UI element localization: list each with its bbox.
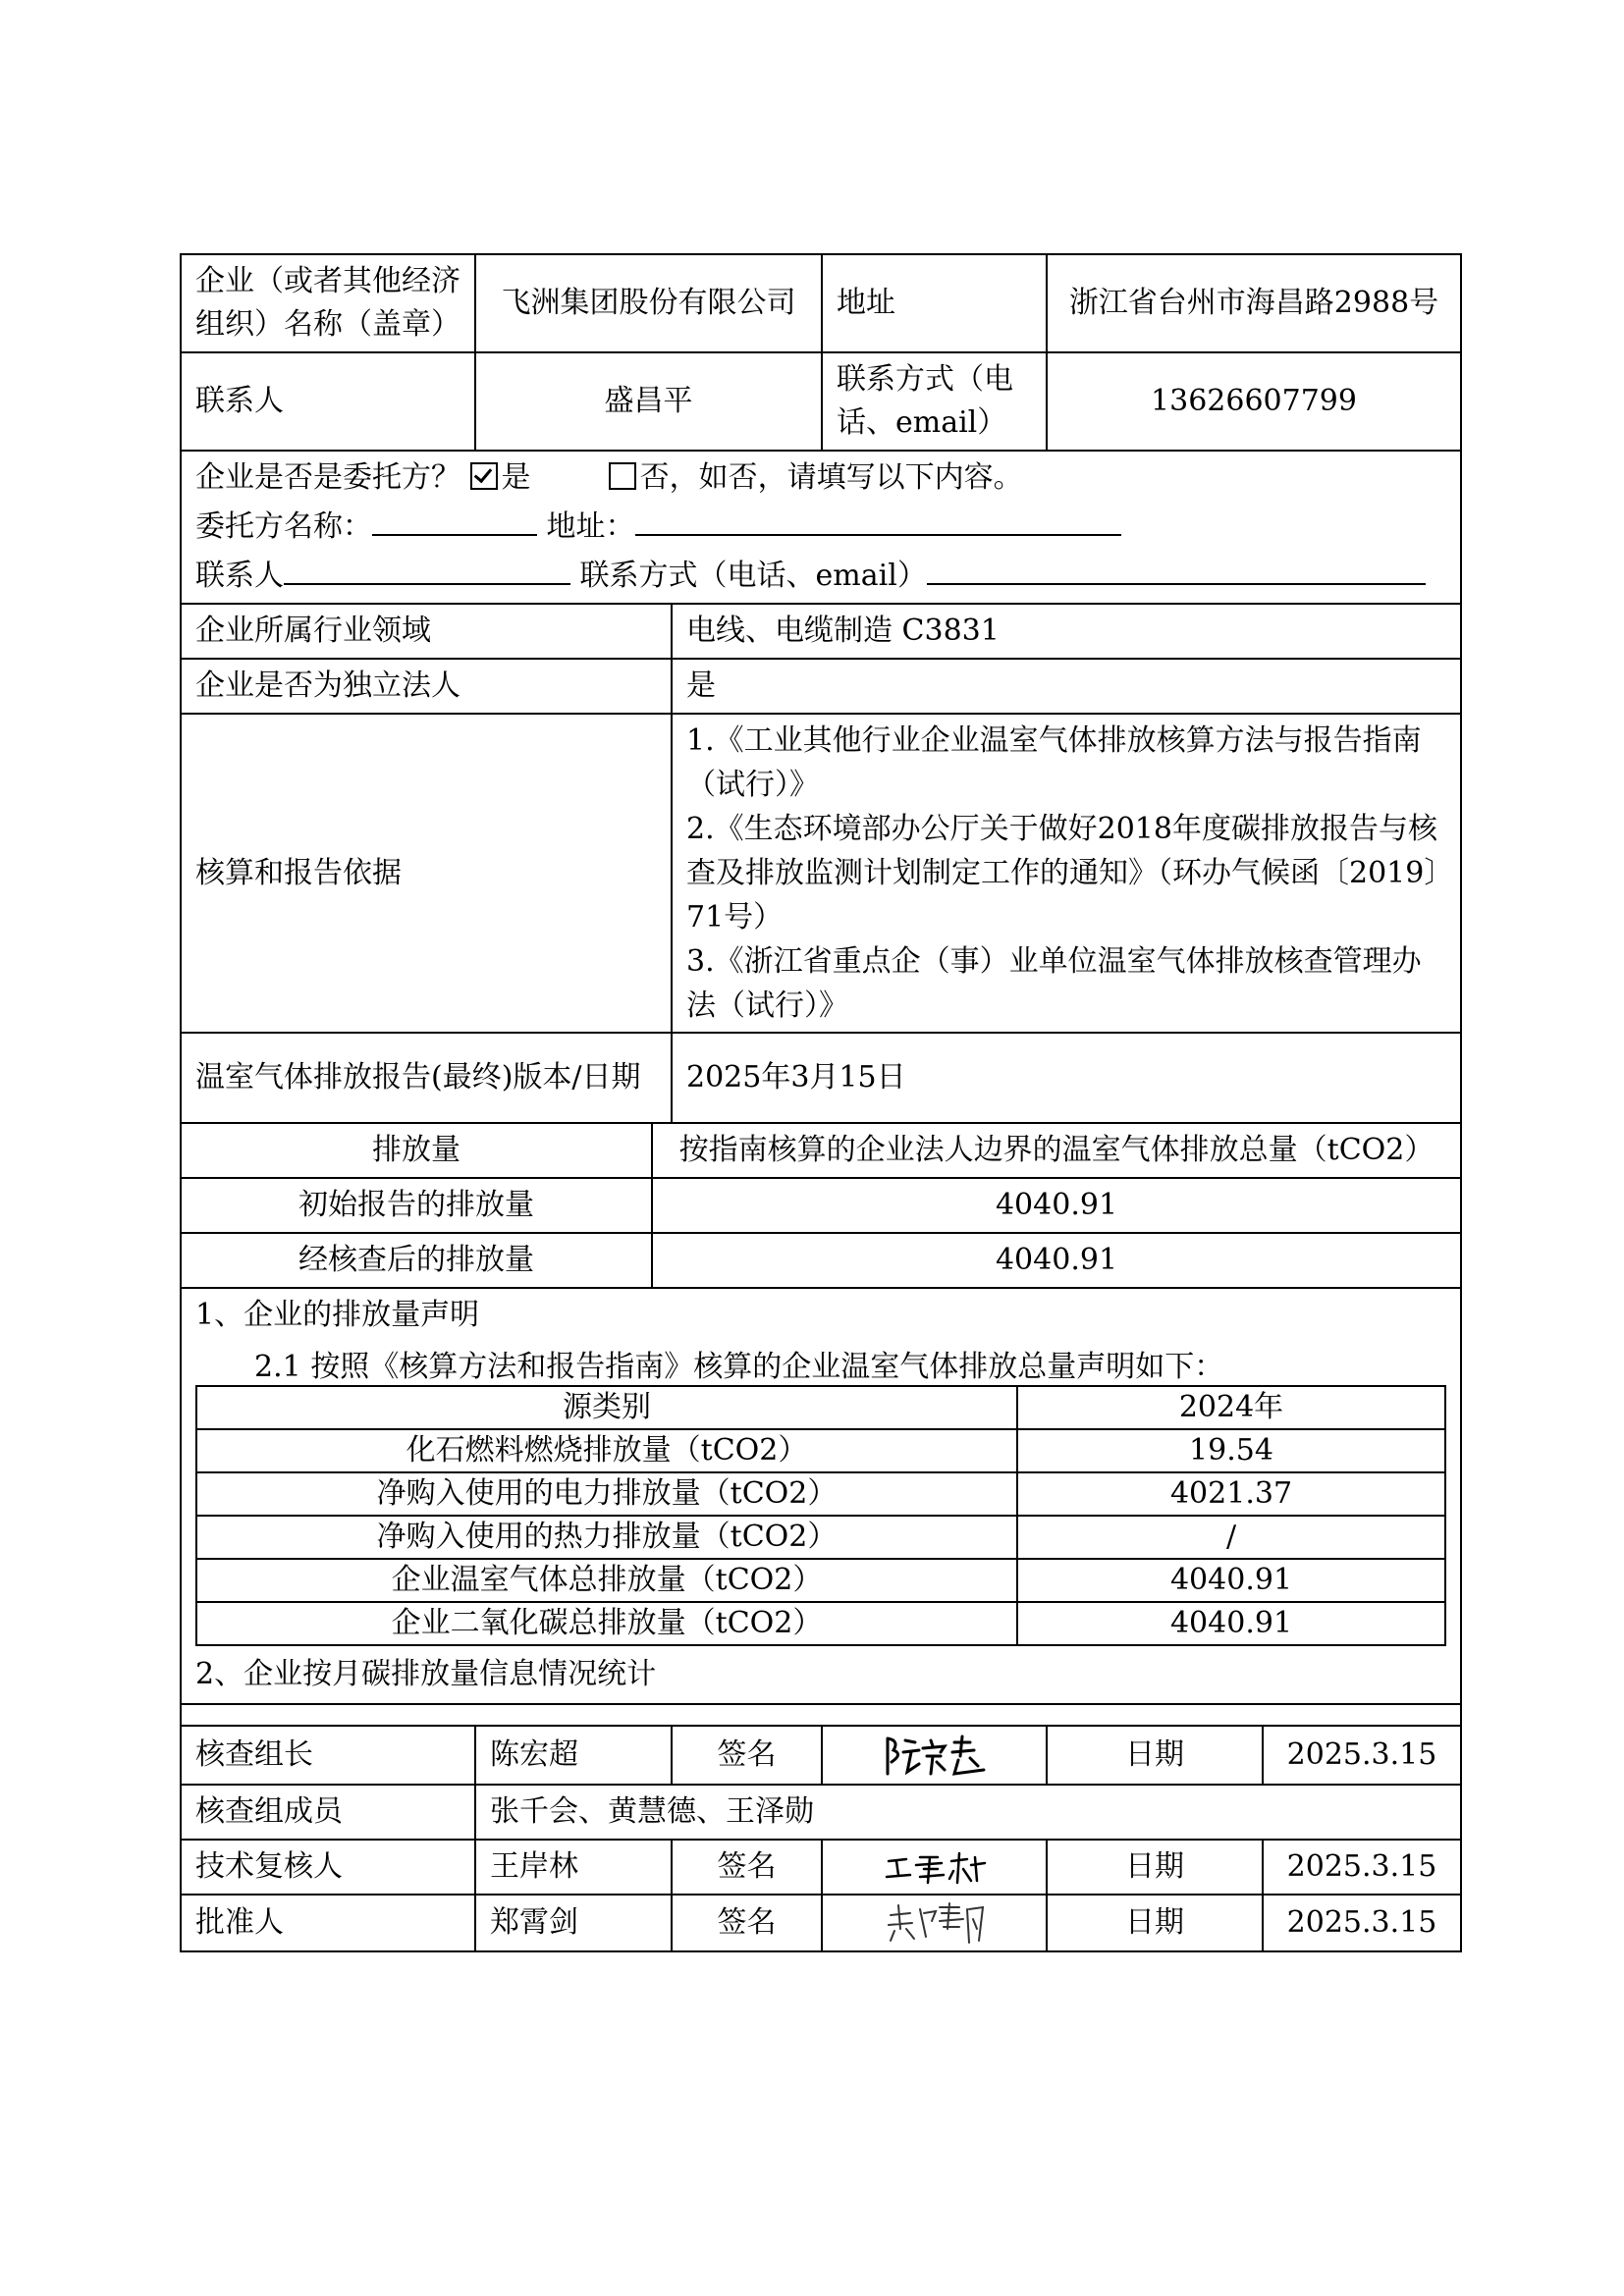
statement-heading-2: 2、企业按月碳排放量信息情况统计 bbox=[195, 1657, 657, 1691]
statement-subheading: 2.1 按照《核算方法和报告指南》核算的企业温室气体排放总量声明如下： bbox=[254, 1350, 1224, 1384]
table-row bbox=[196, 1602, 1445, 1645]
initial-emissions-label: 初始报告的排放量 bbox=[181, 1178, 652, 1233]
entrust-name-label: 委托方名称： bbox=[195, 509, 372, 544]
basis-item-2: 2.《生态环境部办公厅关于做好2018年度碳排放报告与核查及排放监测计划制定工作的通知》（环办气候函〔2019〕71号） bbox=[686, 812, 1439, 934]
row-label: 净购入使用的电力排放量（tCO2） bbox=[196, 1472, 1017, 1516]
company-name: 飞洲集团股份有限公司 bbox=[475, 254, 822, 352]
legal-person-label: 企业是否为独立法人 bbox=[181, 659, 672, 714]
reviewer-signature bbox=[822, 1840, 1047, 1895]
entrust-no-label: 否，如否，请填写以下内容。 bbox=[639, 460, 1023, 495]
row-label: 净购入使用的热力排放量（tCO2） bbox=[196, 1516, 1017, 1559]
source-header: 源类别 bbox=[196, 1386, 1017, 1429]
industry-value: 电线、电缆制造 C3831 bbox=[672, 604, 1461, 659]
basis-label: 核算和报告依据 bbox=[181, 714, 672, 1033]
approver-signature-image bbox=[881, 1899, 989, 1947]
table-row bbox=[196, 1429, 1445, 1472]
statement-section bbox=[181, 1288, 1461, 1704]
report-table bbox=[180, 253, 1462, 1952]
reviewer-date-label: 日期 bbox=[1047, 1840, 1263, 1895]
verified-emissions-label: 经核查后的排放量 bbox=[181, 1233, 652, 1288]
members-names: 张千会、黄慧德、王泽勋 bbox=[475, 1785, 1461, 1840]
leader-sign-label: 签名 bbox=[672, 1726, 822, 1785]
row-value: 4040.91 bbox=[1017, 1559, 1445, 1602]
entrust-section bbox=[181, 451, 1461, 604]
approver-name: 郑霄剑 bbox=[475, 1895, 672, 1951]
reviewer-signature-image bbox=[881, 1847, 989, 1887]
reviewer-name: 王岸林 bbox=[475, 1840, 672, 1895]
legal-person-value: 是 bbox=[672, 659, 1461, 714]
table-row bbox=[196, 1516, 1445, 1559]
entrust-yes-label: 是 bbox=[501, 460, 531, 495]
emissions-label: 排放量 bbox=[181, 1123, 652, 1178]
basis-list bbox=[672, 714, 1461, 1033]
contact-phone: 13626607799 bbox=[1047, 352, 1461, 451]
reviewer-label: 技术复核人 bbox=[181, 1840, 475, 1895]
reviewer-date: 2025.3.15 bbox=[1263, 1840, 1461, 1895]
company-address: 浙江省台州市海昌路2988号 bbox=[1047, 254, 1461, 352]
basis-item-3: 3.《浙江省重点企（事）业单位温室气体排放核查管理办法（试行）》 bbox=[686, 944, 1422, 1023]
table-row bbox=[196, 1472, 1445, 1516]
address-label: 地址 bbox=[822, 254, 1047, 352]
contact-method-label: 联系方式（电话、email） bbox=[822, 352, 1047, 451]
leader-signature bbox=[822, 1726, 1047, 1785]
entrust-contact-method-field[interactable] bbox=[927, 550, 1426, 585]
members-label: 核查组成员 bbox=[181, 1785, 475, 1840]
spacer bbox=[181, 1704, 1461, 1726]
leader-date: 2025.3.15 bbox=[1263, 1726, 1461, 1785]
entrust-question: 企业是否是委托方？ bbox=[195, 460, 460, 495]
approver-signature bbox=[822, 1895, 1047, 1951]
initial-emissions-value: 4040.91 bbox=[652, 1178, 1461, 1233]
entrust-contact-method-label: 联系方式（电话、email） bbox=[579, 559, 927, 593]
verified-emissions-value: 4040.91 bbox=[652, 1233, 1461, 1288]
row-value: 4040.91 bbox=[1017, 1602, 1445, 1645]
leader-name: 陈宏超 bbox=[475, 1726, 672, 1785]
approver-date-label: 日期 bbox=[1047, 1895, 1263, 1951]
report-version-label: 温室气体排放报告(最终)版本/日期 bbox=[181, 1033, 672, 1123]
report-version-date: 2025年3月15日 bbox=[672, 1033, 1461, 1123]
approver-sign-label: 签名 bbox=[672, 1895, 822, 1951]
statement-heading-1: 1、企业的排放量声明 bbox=[195, 1298, 480, 1332]
emission-source-table bbox=[195, 1385, 1446, 1646]
approver-date: 2025.3.15 bbox=[1263, 1895, 1461, 1951]
entrust-address-label: 地址： bbox=[546, 509, 635, 544]
row-label: 企业温室气体总排放量（tCO2） bbox=[196, 1559, 1017, 1602]
leader-date-label: 日期 bbox=[1047, 1726, 1263, 1785]
leader-signature-image bbox=[876, 1731, 994, 1780]
entrust-address-field[interactable] bbox=[635, 501, 1121, 536]
entrust-name-field[interactable] bbox=[372, 501, 537, 536]
verification-report-form bbox=[180, 253, 1460, 1952]
reviewer-sign-label: 签名 bbox=[672, 1840, 822, 1895]
table-row bbox=[196, 1559, 1445, 1602]
year-header: 2024年 bbox=[1017, 1386, 1445, 1429]
contact-label: 联系人 bbox=[181, 352, 475, 451]
leader-label: 核查组长 bbox=[181, 1726, 475, 1785]
row-value: / bbox=[1017, 1516, 1445, 1559]
no-checkbox[interactable] bbox=[609, 462, 636, 490]
entrust-contact-field[interactable] bbox=[284, 550, 570, 585]
approver-label: 批准人 bbox=[181, 1895, 475, 1951]
entrust-contact-label: 联系人 bbox=[195, 559, 284, 593]
row-label: 化石燃料燃烧排放量（tCO2） bbox=[196, 1429, 1017, 1472]
emissions-header: 按指南核算的企业法人边界的温室气体排放总量（tCO2） bbox=[652, 1123, 1461, 1178]
row-value: 4021.37 bbox=[1017, 1472, 1445, 1516]
yes-checkbox[interactable] bbox=[470, 462, 498, 490]
industry-label: 企业所属行业领域 bbox=[181, 604, 672, 659]
contact-person: 盛昌平 bbox=[475, 352, 822, 451]
basis-item-1: 1.《工业其他行业企业温室气体排放核算方法与报告指南（试行）》 bbox=[686, 723, 1422, 802]
company-name-label: 企业（或者其他经济组织）名称（盖章） bbox=[181, 254, 475, 352]
row-label: 企业二氧化碳总排放量（tCO2） bbox=[196, 1602, 1017, 1645]
row-value: 19.54 bbox=[1017, 1429, 1445, 1472]
